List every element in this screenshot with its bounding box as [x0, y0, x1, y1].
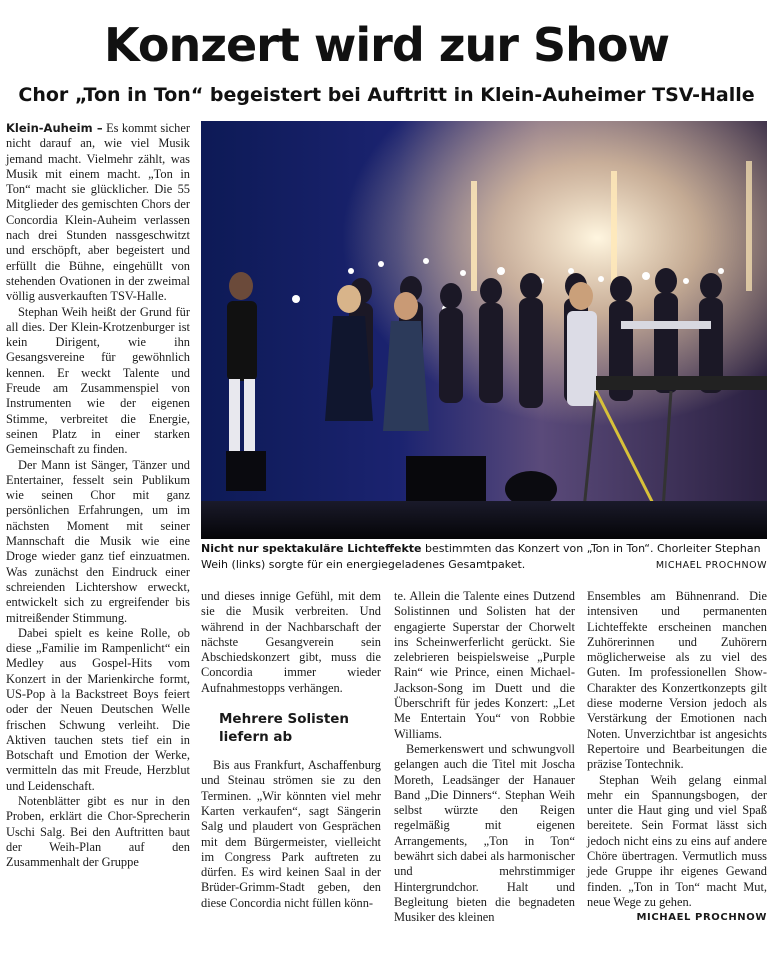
- article-paragraph: Stephan Weih gelang einmal mehr ein Spannungsbogen, der unter die Haut ging und viel Spaß bereitete. Sein Format lässt sich jedoch nicht eins zu eins auf andere Chöre übertragen. Vermutlich muss jede Gruppe ihr eigenes Gewand finden. „Ton in Ton“ macht Mut, neue Wege zu gehen. MICHAEL PROCHNOW: [587, 773, 767, 911]
- article-paragraph: Dabei spielt es keine Rolle, ob diese „Familie im Rampenlicht“ ein Medley aus Gospel-Hits vom Konzert in der Marienkirche formt, US-Pop à la Backstreet Boys feiert oder der Neuen Deutschen Welle frischen Schwung verleiht. Die Aktiven tauchen stets tief ein in Botschaft und Emotion der Werke, vermitteln das mit Freude, Herzblut und Leidenschaft.: [6, 625, 190, 793]
- author-byline: MICHAEL PROCHNOW: [636, 912, 767, 924]
- headline: Konzert wird zur Show: [104, 18, 669, 72]
- caption-text: bestimmten das Konzert von „Ton in Ton“. Chorleiter Stephan Weih (links) sorgte für ein energiegeladenes Gesamtpaket.: [201, 542, 761, 571]
- speaker-monitor: [406, 456, 486, 508]
- article-paragraph: Der Mann ist Sänger, Tänzer und Entertainer, fesselt sein Publikum wie seinen Chor mit ganz persönlichen Erfahrungen, um im nächsten Moment mit seiner Mannschaft die Musik wie eine Droge wieder ganz tief einzuatmen. Was zunächst den Eindruck einer schreienden Lichtershow erweckt, entwickelt sich zu ergreifender bis mitreißender Stimmung.: [6, 457, 190, 625]
- article-column-3: [394, 589, 575, 926]
- subheadline: Chor „Ton in Ton“ begeistert bei Auftritt in Klein-Auheimer TSV-Halle: [18, 84, 755, 106]
- stage-scene: [201, 121, 767, 539]
- light-beam: [471, 181, 477, 291]
- article-paragraph: Stephan Weih heißt der Grund für all dies. Der Klein-Krotzenburger ist kein Dirigent, wie ihn Gesangsvereine für gewöhnlich kennen. Er weckt Talente und Freude am Zusammenspiel von Instrumenten wie der eigenen Stimme, verbreitet die Energie, seinen Platz in einer starken Gemeinschaft zu finden.: [6, 304, 190, 457]
- keyboard: [621, 321, 711, 329]
- caption-lead: Nicht nur spektakuläre Lichteffekte: [201, 542, 422, 555]
- photo-caption: [201, 541, 767, 574]
- dateline: Klein-Auheim –: [6, 121, 103, 135]
- article-paragraph: Ensembles am Bühnenrand. Die intensiven und permanenten Lichteffekte erscheinen manchen Zuhörerinnen und Zuhörern möglicherweise als zu viel des Guten. Im professionellen Show-Charakter des Konzertkonzepts gilt diese moderne Version jedoch als Verstärkung der Emotionen nach Noten. Unverzichtbar ist angesichts Repertoire und Bearbeitungen die präzise Tontechnik.: [587, 589, 767, 772]
- article-column-2: [201, 589, 381, 911]
- concert-photo: [201, 121, 767, 539]
- article-paragraph: Klein-Auheim – Es kommt sicher nicht darauf an, wie viel Musik jemand macht. Vielmehr zählt, was Musik mit einem macht. „Ton in Ton“ macht sie glücklicher. Die 55 Mitglieder des gemischten Chors der Concordia Klein-Auheim verlassen nach drei Stunden nassgeschwitzt und erschöpft, aber begeistert und erfüllt die Bühne, eingehüllt von stehenden Ovationen in der zweimal völlig ausverkauften TSV-Halle.: [6, 121, 190, 304]
- article-paragraph: Notenblätter gibt es nur in den Proben, erklärt die Chor-Sprecherin Uschi Salg. Bei den Auftritten baut der Weih-Plan auf den Zusammenhalt der Gruppe: [6, 794, 190, 870]
- light-beam: [746, 161, 752, 291]
- article-paragraph: Bis aus Frankfurt, Aschaffenburg und Steinau strömen sie zu den Terminen. „Wir könnten viel mehr Karten verkaufen“, sagt Sängerin Salg und plaudert von Gesprächen mit dem Bürgermeister, vielleicht im Congress Park auftreten zu dürfen. Es wird keinen Saal in der Brüder-Grimm-Stadt geben, den diese Concordia nicht füllen könn-: [201, 758, 381, 910]
- light-beam: [611, 171, 617, 291]
- article-paragraph: Bemerkenswert und schwungvoll gelangen auch die Titel mit Joscha Moreth, Leadsänger der Hanauer Band „Die Dinners“. Stephan Weih selbst würzte den Reigen regelmäßig mit eigenen Arrangements, „Ton in Ton“ bewährt sich dabei als harmonischer und mehrstimmiger Hintergrundchor. Halt und Begleitung bieten die begnadeten Musiker des kleinen: [394, 741, 575, 925]
- article-column-1: [6, 121, 190, 871]
- article-subhead: Mehrere Solisten liefern ab: [219, 711, 350, 746]
- article-column-4: [587, 589, 767, 926]
- stage-floor: [201, 501, 767, 539]
- article-paragraph: und dieses innige Gefühl, mit dem sie die Musik verbreiten. Und während in der Nachbarschaft der nächste Gesangverein sein Abschiedskonzert gibt, muss die Concordia immer wieder Aufnahmestopps verhängen.: [201, 589, 381, 695]
- article-paragraph: te. Allein die Talente eines Dutzend Solistinnen und Solisten hat der engagierte Superstar der Chorwelt ins Scheinwerferlicht gerückt. Sie zelebrieren beispielsweise „Purple Rain“ wie Prince, einen Michael-Jackson-Song im Duett und die Überschrift für jedes Konzert: „Let Me Entertain You“ von Robbie Williams.: [394, 589, 575, 741]
- photo-credit: MICHAEL PROCHNOW: [655, 560, 767, 571]
